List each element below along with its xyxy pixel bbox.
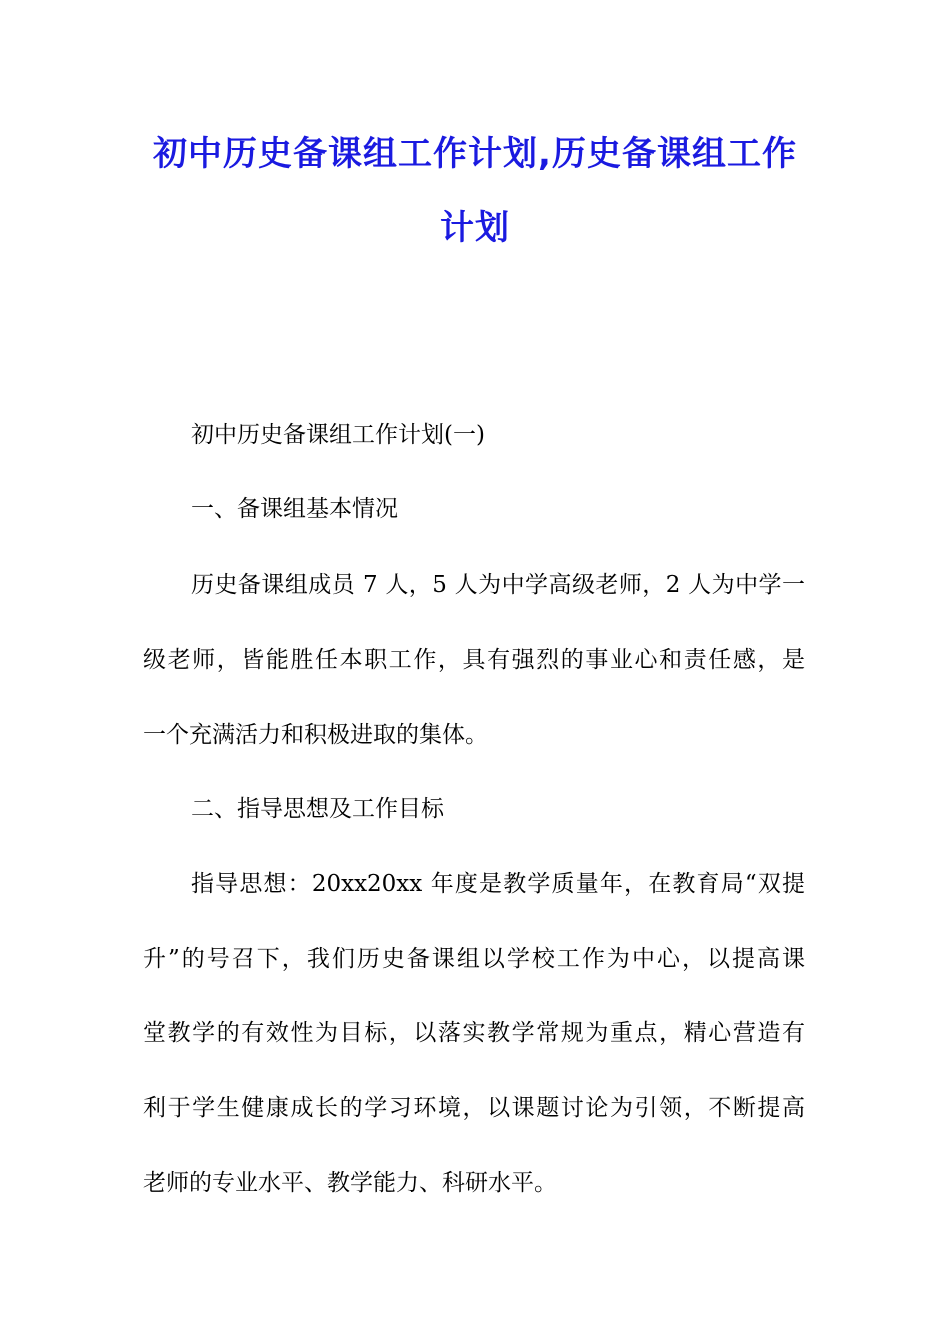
paragraph-line: 历史备课组成员 7 人，5 人为中学高级老师，2 人为中学一 (191, 572, 805, 598)
paragraph-line: 级老师，皆能胜任本职工作，具有强烈的事业心和责任感，是 (143, 647, 805, 673)
paragraph-line: 指导思想：20xx20xx 年度是教学质量年，在教育局“双提 (191, 871, 805, 897)
paragraph-line: 利于学生健康成长的学习环境，以课题讨论为引领，不断提高 (143, 1095, 805, 1121)
section-heading: 一、备课组基本情况 (191, 496, 398, 522)
paragraph-line: 一个充满活力和积极进取的集体。 (143, 722, 488, 748)
paragraph-line: 老师的专业水平、教学能力、科研水平。 (143, 1170, 557, 1196)
section-heading: 二、指导思想及工作目标 (191, 796, 444, 822)
section-heading: 初中历史备课组工作计划(一) (191, 422, 485, 448)
document-title (120, 117, 830, 265)
title-line-2: 计划 (440, 208, 510, 248)
paragraph-line: 堂教学的有效性为目标，以落实教学常规为重点，精心营造有 (143, 1020, 805, 1046)
paragraph-line: 升”的号召下，我们历史备课组以学校工作为中心，以提高课 (143, 946, 805, 972)
title-line-1: 初中历史备课组工作计划,历史备课组工作 (153, 134, 797, 174)
